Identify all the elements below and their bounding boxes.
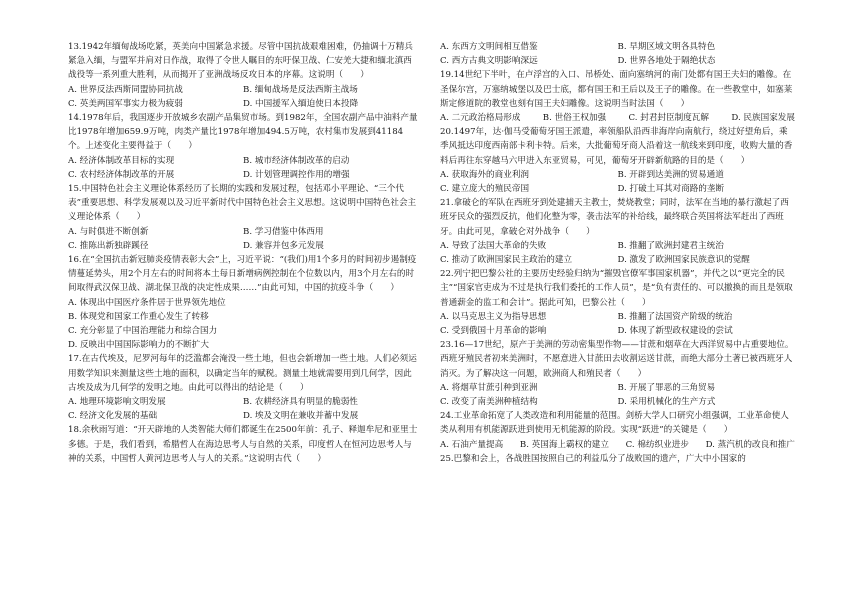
question-21 [440, 196, 795, 267]
question-18-options-block [440, 40, 795, 68]
question-19-option-a[interactable]: A. 二元政治格局形成 [440, 113, 521, 124]
question-15-option-d[interactable]: D. 兼容并包多元发展 [243, 240, 324, 251]
question-24-option-a[interactable]: A. 石油产量提高 [440, 439, 504, 450]
question-13-option-a[interactable]: A. 世界反法西斯同盟协同抗战 [68, 84, 183, 95]
question-15-options [68, 225, 418, 253]
question-20-option-c[interactable]: C. 建立庞大的殖民帝国 [440, 184, 530, 195]
question-20-option-b[interactable]: B. 开辟到达美洲的贸易通道 [617, 169, 724, 180]
question-20 [440, 125, 795, 196]
question-25-stem: 25.巴黎和会上，各战胜国按照自己的利益瓜分了战败国的遗产，广大中小国家的 [440, 453, 746, 464]
question-23-option-b[interactable]: B. 开展了罪恶的三角贸易 [617, 382, 716, 393]
question-17-options [68, 395, 418, 423]
question-24-option-c[interactable]: C. 棉纺织业进步 [625, 439, 689, 450]
question-14-stem: 14.1978年后，我国逐步开放城乡农副产品集贸市场。到1982年，全国农副产品中油料产量比1978年增加659.9万吨，肉类产量比1978年增加494.5万吨，农村集市发展到41184个。上述变化主要得益于（ ） [68, 113, 418, 152]
question-15-option-a[interactable]: A. 与时俱进不断创新 [68, 226, 149, 237]
question-19-option-b[interactable]: B. 世俗王权加强 [542, 113, 607, 124]
question-16-option-d[interactable]: D. 反映出中国国际影响力的不断扩大 [68, 340, 209, 351]
question-18 [68, 423, 418, 466]
question-24-option-d[interactable]: D. 蒸汽机的改良和推广 [705, 439, 795, 450]
question-22-stem: 22.列宁把巴黎公社的主要历史经验归纳为“摧毁官僚军事国家机器”，并代之以“更完全的民主”“国家官吏成为不过是执行我们委托的工作人员”，是“负有责任的、可以撤换的而且是领取普通薪金的监工和会计”。据此可知，巴黎公社（ ） [440, 269, 793, 308]
question-20-option-a[interactable]: A. 获取海外的商业利润 [440, 169, 530, 180]
question-24-stem: 24.工业革命拓宽了人类改造和利用能量的范围。剑桥大学人口研究小组强调，工业革命使人类从利用有机能源跃进到使用无机能源的阶段。实现“跃进”的关键是（ ） [440, 411, 789, 436]
question-19-stem: 19.14世纪下半叶，在卢浮宫的入口、吊桥处、面向塞纳河的南门处都有国王夫妇的雕像。在圣保尔宫，万塞纳城堡以及巴士底，都有国王和王后以及王子的雕像。在一些教堂中，如塞莱斯定修道院的教堂也刻有国王夫妇雕像。这说明当时法国（ ） [440, 70, 793, 109]
question-22-option-c[interactable]: C. 受到俄国十月革命的影响 [440, 326, 547, 337]
left-column [68, 40, 418, 466]
question-19-option-d[interactable]: D. 民族国家发展 [731, 113, 795, 124]
question-23-stem: 23.16—17世纪，原产于美洲的劳动密集型作物——甘蔗和烟草在大西洋贸易中占重要地位。西班牙殖民者初来美洲时，不愿意进入甘蔗田去收割运送甘蔗，而绝大部分土著已被西班牙人消灭。为了解决这一问题，欧洲商人和殖民者（ ） [440, 340, 794, 379]
question-16-option-a[interactable]: A. 体现出中国医疗条件居于世界领先地位 [68, 297, 226, 308]
question-17-option-c[interactable]: C. 经济文化发展的基础 [68, 411, 158, 422]
question-16-stem: 16.在“全国抗击新冠肺炎疫情表彰大会”上，习近平说：“(我们)用1个多月的时间初步遏制疫情蔓延势头，用2个月左右的时间将本土每日新增病例控制在个位数以内，用3个月左右的时间取得武汉保卫战、湖北保卫战的决定性成果……”由此可知，中国的抗疫斗争（ ） [68, 255, 417, 294]
question-14-option-d[interactable]: D. 计划管理调控作用的增强 [243, 169, 350, 180]
question-14-option-a[interactable]: A. 经济体制改革目标的实现 [68, 155, 175, 166]
question-20-options [440, 168, 795, 196]
question-15-stem: 15.中国特色社会主义理论体系经历了长期的实践和发展过程，包括邓小平理论、“三个代表”重要思想、科学发展观以及习近平新时代中国特色社会主义思想。这说明中国特色社会主义理论体系（ ） [68, 184, 417, 223]
question-23-option-a[interactable]: A. 将烟草甘蔗引种到亚洲 [440, 382, 538, 393]
question-13-option-c[interactable]: C. 英美两国军事实力极为疲弱 [68, 98, 183, 109]
question-22-options [440, 310, 795, 338]
question-18-option-a[interactable]: A. 东西方文明间相互借鉴 [440, 42, 538, 52]
question-15-option-c[interactable]: C. 推陈出新独辟蹊径 [68, 240, 149, 251]
question-18-option-b[interactable]: B. 早期区域文明各具特色 [617, 42, 716, 52]
question-21-option-a[interactable]: A. 导致了法国大革命的失败 [440, 240, 547, 251]
question-22-option-d[interactable]: D. 体现了新型政权建设的尝试 [617, 326, 733, 337]
question-17 [68, 352, 418, 423]
question-14-options [68, 154, 418, 182]
question-15-option-b[interactable]: B. 学习借鉴中体西用 [243, 226, 324, 237]
question-21-stem: 21.拿破仑的军队在西班牙到处建捕天主教士，焚烧教堂；同时，法军在当地的暴行激起了西班牙民众的强烈反抗，他们化整为零，袭击法军的补给线，最终联合英国将法军赶出了西班牙。由此可见，拿破仑对外战争（ ） [440, 198, 789, 237]
question-17-option-b[interactable]: B. 农耕经济具有明显的脆弱性 [243, 397, 358, 408]
question-17-option-a[interactable]: A. 地理环境影响文明发展 [68, 397, 166, 408]
question-22-option-b[interactable]: B. 推翻了法国资产阶级的统治 [617, 311, 733, 322]
question-20-option-d[interactable]: D. 打破土耳其对商路的垄断 [617, 184, 725, 195]
question-18-option-d[interactable]: D. 世界各地处于隔绝状态 [617, 56, 716, 67]
question-22 [440, 267, 795, 338]
question-19 [440, 68, 795, 125]
question-17-option-d[interactable]: D. 埃及文明在兼收并蓄中发展 [243, 411, 359, 422]
question-24-option-b[interactable]: B. 英国海上霸权的建立 [519, 439, 609, 450]
question-22-option-a[interactable]: A. 以马克思主义为指导思想 [440, 311, 547, 322]
question-13-options [68, 83, 418, 111]
question-18-option-c[interactable]: C. 西方古典文明影响深远 [440, 56, 538, 67]
question-24 [440, 409, 795, 452]
question-25 [440, 452, 795, 466]
question-18-options [440, 40, 795, 68]
question-17-stem: 17.在古代埃及，尼罗河每年的泛滥都会淹没一些土地，但也会新增加一些土地。人们必须运用数学知识来测量这些土地的面积，以确定当年的赋税。测量土地就需要用到几何学，因此古埃及成为几何学的发明之地。由此可以得出的结论是（ ） [68, 354, 417, 393]
question-13 [68, 40, 418, 111]
question-13-option-b[interactable]: B. 缅甸战场是反法西斯主战场 [243, 84, 358, 95]
question-15 [68, 182, 418, 253]
question-18-stem: 18.余秋雨写道：“开天辟地的人类智能大师们都诞生在2500年前：孔子、释迦牟尼和亚里士多德。于是，我们看到，希腊哲人在海边思考人与自然的关系，印度哲人在恒河边思考人与神的关系，中国哲人黄河边思考人与人的关系。”这说明古代（ ） [68, 425, 418, 464]
question-24-options [440, 438, 795, 452]
question-14-option-b[interactable]: B. 城市经济体制改革的启动 [243, 155, 350, 166]
question-21-option-d[interactable]: D. 激发了欧洲国家民族意识的觉醒 [617, 255, 750, 266]
question-14 [68, 111, 418, 182]
question-23 [440, 338, 795, 409]
right-column [440, 40, 795, 466]
question-19-option-c[interactable]: C. 封君封臣制度瓦解 [628, 113, 709, 124]
question-13-stem: 13.1942年缅甸战场吃紧，英美向中国紧急求援。尽管中国抗战艰难困难，仍抽调十万精兵紧急入缅，与盟军并肩对日作战，取得了令世人瞩目的东吁保卫战、仁安羌大捷和缅北滇西战役等一系列重大胜利，从而揭开了亚洲战场反攻日本的序幕。这说明（ ） [68, 42, 413, 81]
question-19-options [440, 111, 795, 125]
question-23-option-c[interactable]: C. 改变了南美洲种植结构 [440, 397, 538, 408]
question-16-option-b[interactable]: B. 体现党和国家工作重心发生了转移 [68, 311, 209, 322]
question-20-stem: 20.1497年，达·伽马受葡萄牙国王派遣，率领船队沿西非海岸向南航行，绕过好望角后，乘季风抵达印度西南部卡利卡特。后来，大批葡萄牙商人沿着这一航线来到印度，收购大量的香料后再往东穿越马六甲进入东亚贸易，可见，葡萄牙开辟新航路的目的是（ ） [440, 127, 793, 166]
question-21-option-c[interactable]: C. 推动了欧洲国家民主政治的建立 [440, 255, 573, 266]
question-16-option-c[interactable]: C. 充分彰显了中国治理能力和综合国力 [68, 326, 218, 337]
question-21-options [440, 239, 795, 267]
question-23-option-d[interactable]: D. 采用机械化的生产方式 [617, 397, 716, 408]
question-21-option-b[interactable]: B. 推翻了欧洲封建君主统治 [617, 240, 724, 251]
question-14-option-c[interactable]: C. 农村经济体制改革的开展 [68, 169, 175, 180]
question-13-option-d[interactable]: D. 中国援军入缅迫使日本投降 [243, 98, 359, 109]
question-23-options [440, 381, 795, 409]
question-16 [68, 253, 418, 352]
